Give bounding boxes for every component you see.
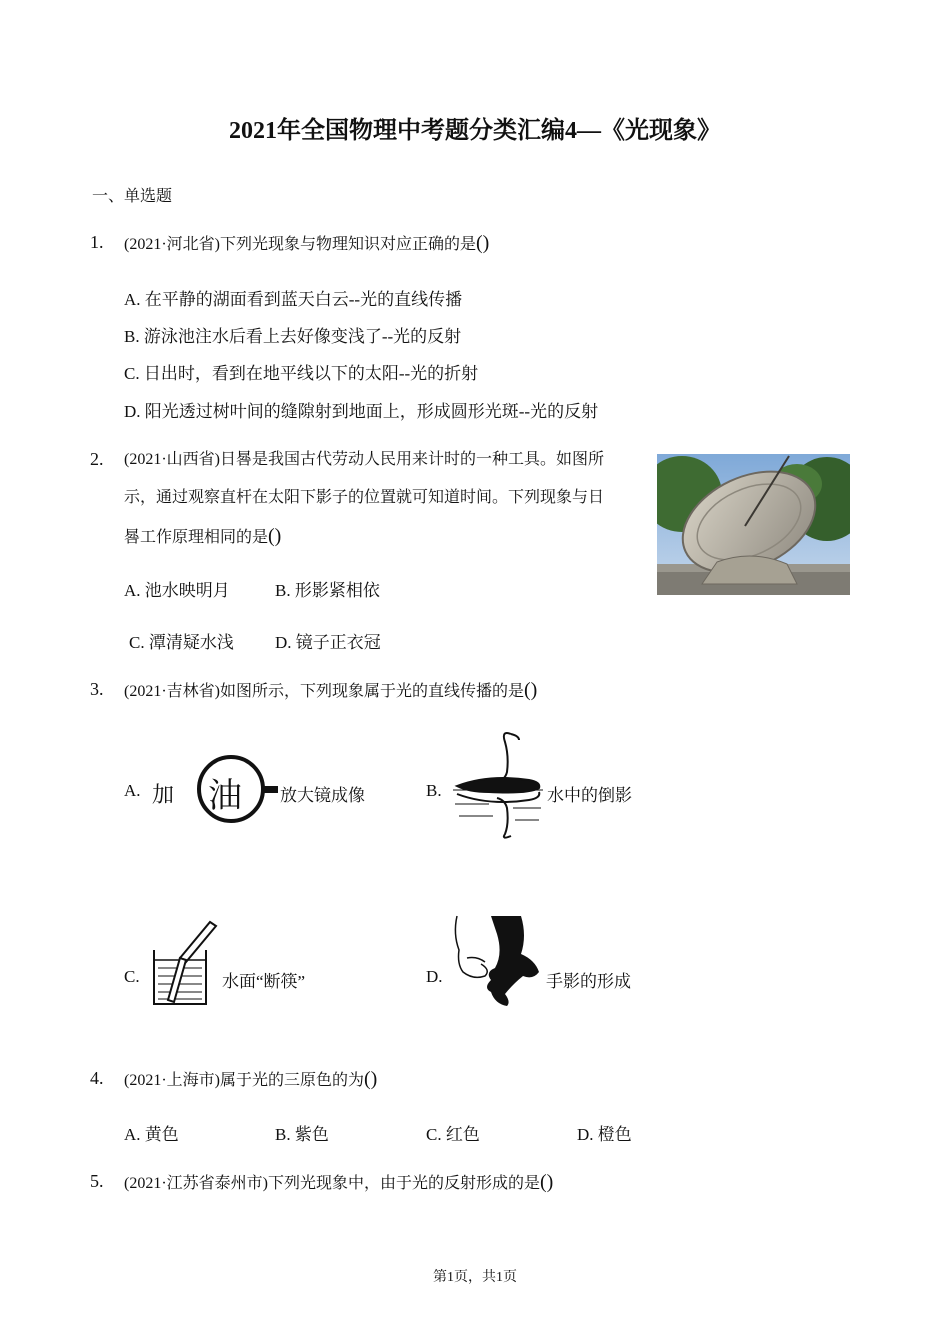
question-number: 5.: [90, 1171, 104, 1191]
option-c: C. 红色: [426, 1125, 480, 1144]
question-source: (2021·上海市): [124, 1072, 220, 1089]
question-stem: [124, 441, 634, 557]
answer-paren: (): [364, 1068, 378, 1090]
question-text: 下列光现象中，由于光的反射形成的是: [268, 1175, 541, 1192]
option-a: A. 黄色: [124, 1125, 179, 1144]
question-text: 下列光现象与物理知识对应正确的是: [220, 236, 477, 253]
option-d: D. 橙色: [577, 1125, 632, 1144]
page-title: 2021年全国物理中考题分类汇编4—《光现象》: [229, 118, 721, 144]
answer-paren: (): [524, 679, 538, 701]
hand-shadow-image: [451, 914, 543, 1008]
magnifier-text-large: 油: [208, 776, 242, 816]
question-text-line: 日晷是我国古代劳动人民用来计时的一种工具。如图所: [220, 451, 605, 468]
option-c-letter: C.: [124, 967, 140, 986]
question-source: (2021·河北省): [124, 236, 220, 253]
question-number: 4.: [90, 1068, 104, 1088]
answer-paren: (): [540, 1171, 554, 1193]
option-a: A. 池水映明月: [124, 581, 230, 600]
question-source: (2021·山西省): [124, 451, 220, 468]
page-footer: 第1页，共1页: [433, 1270, 517, 1285]
option-b-caption: 水中的倒影: [547, 786, 632, 805]
sundial-photo: [657, 454, 850, 595]
option-c: C. 日出时，看到在地平线以下的太阳--光的折射: [124, 364, 479, 383]
question-number: 1.: [90, 232, 104, 252]
swan-reflection-image: [449, 728, 545, 840]
question-stem: [124, 224, 489, 264]
answer-paren: (): [268, 525, 282, 547]
option-d-caption: 手影的形成: [546, 972, 631, 991]
question-stem: [124, 671, 537, 711]
option-b: B. 形影紧相依: [275, 581, 380, 600]
option-c-caption: 水面“断筷”: [222, 972, 306, 991]
magnifier-text-small: 加: [152, 783, 175, 808]
question-stem: [124, 1163, 553, 1203]
question-source: (2021·吉林省): [124, 683, 220, 700]
chopstick-water-image: [150, 920, 218, 1008]
question-number: 3.: [90, 679, 104, 699]
option-d: D. 镜子正衣冠: [275, 633, 381, 652]
option-b: B. 紫色: [275, 1125, 329, 1144]
option-a: A. 在平静的湖面看到蓝天白云--光的直线传播: [124, 290, 463, 309]
question-source: (2021·江苏省泰州市): [124, 1175, 268, 1192]
option-a-letter: A.: [124, 781, 141, 800]
question-text: 属于光的三原色的为: [220, 1072, 365, 1089]
option-c: C. 潭清疑水浅: [129, 633, 234, 652]
magnifier-image: [150, 752, 280, 827]
section-heading: 一、单选题: [92, 188, 173, 205]
question-text: 如图所示，下列现象属于光的直线传播的是: [220, 683, 525, 700]
question-stem: [124, 1060, 377, 1100]
option-a-caption: 放大镜成像: [280, 786, 365, 805]
option-d: D. 阳光透过树叶间的缝隙射到地面上，形成圆形光斑--光的反射: [124, 402, 599, 421]
option-b-letter: B.: [426, 781, 442, 800]
option-d-letter: D.: [426, 967, 443, 986]
answer-paren: (): [476, 232, 490, 254]
question-text-line: 晷工作原理相同的是: [124, 529, 269, 546]
question-text-line: 示，通过观察直杆在太阳下影子的位置就可知道时间。下列现象与日: [124, 489, 605, 506]
question-number: 2.: [90, 449, 104, 469]
option-b: B. 游泳池注水后看上去好像变浅了--光的反射: [124, 327, 462, 346]
